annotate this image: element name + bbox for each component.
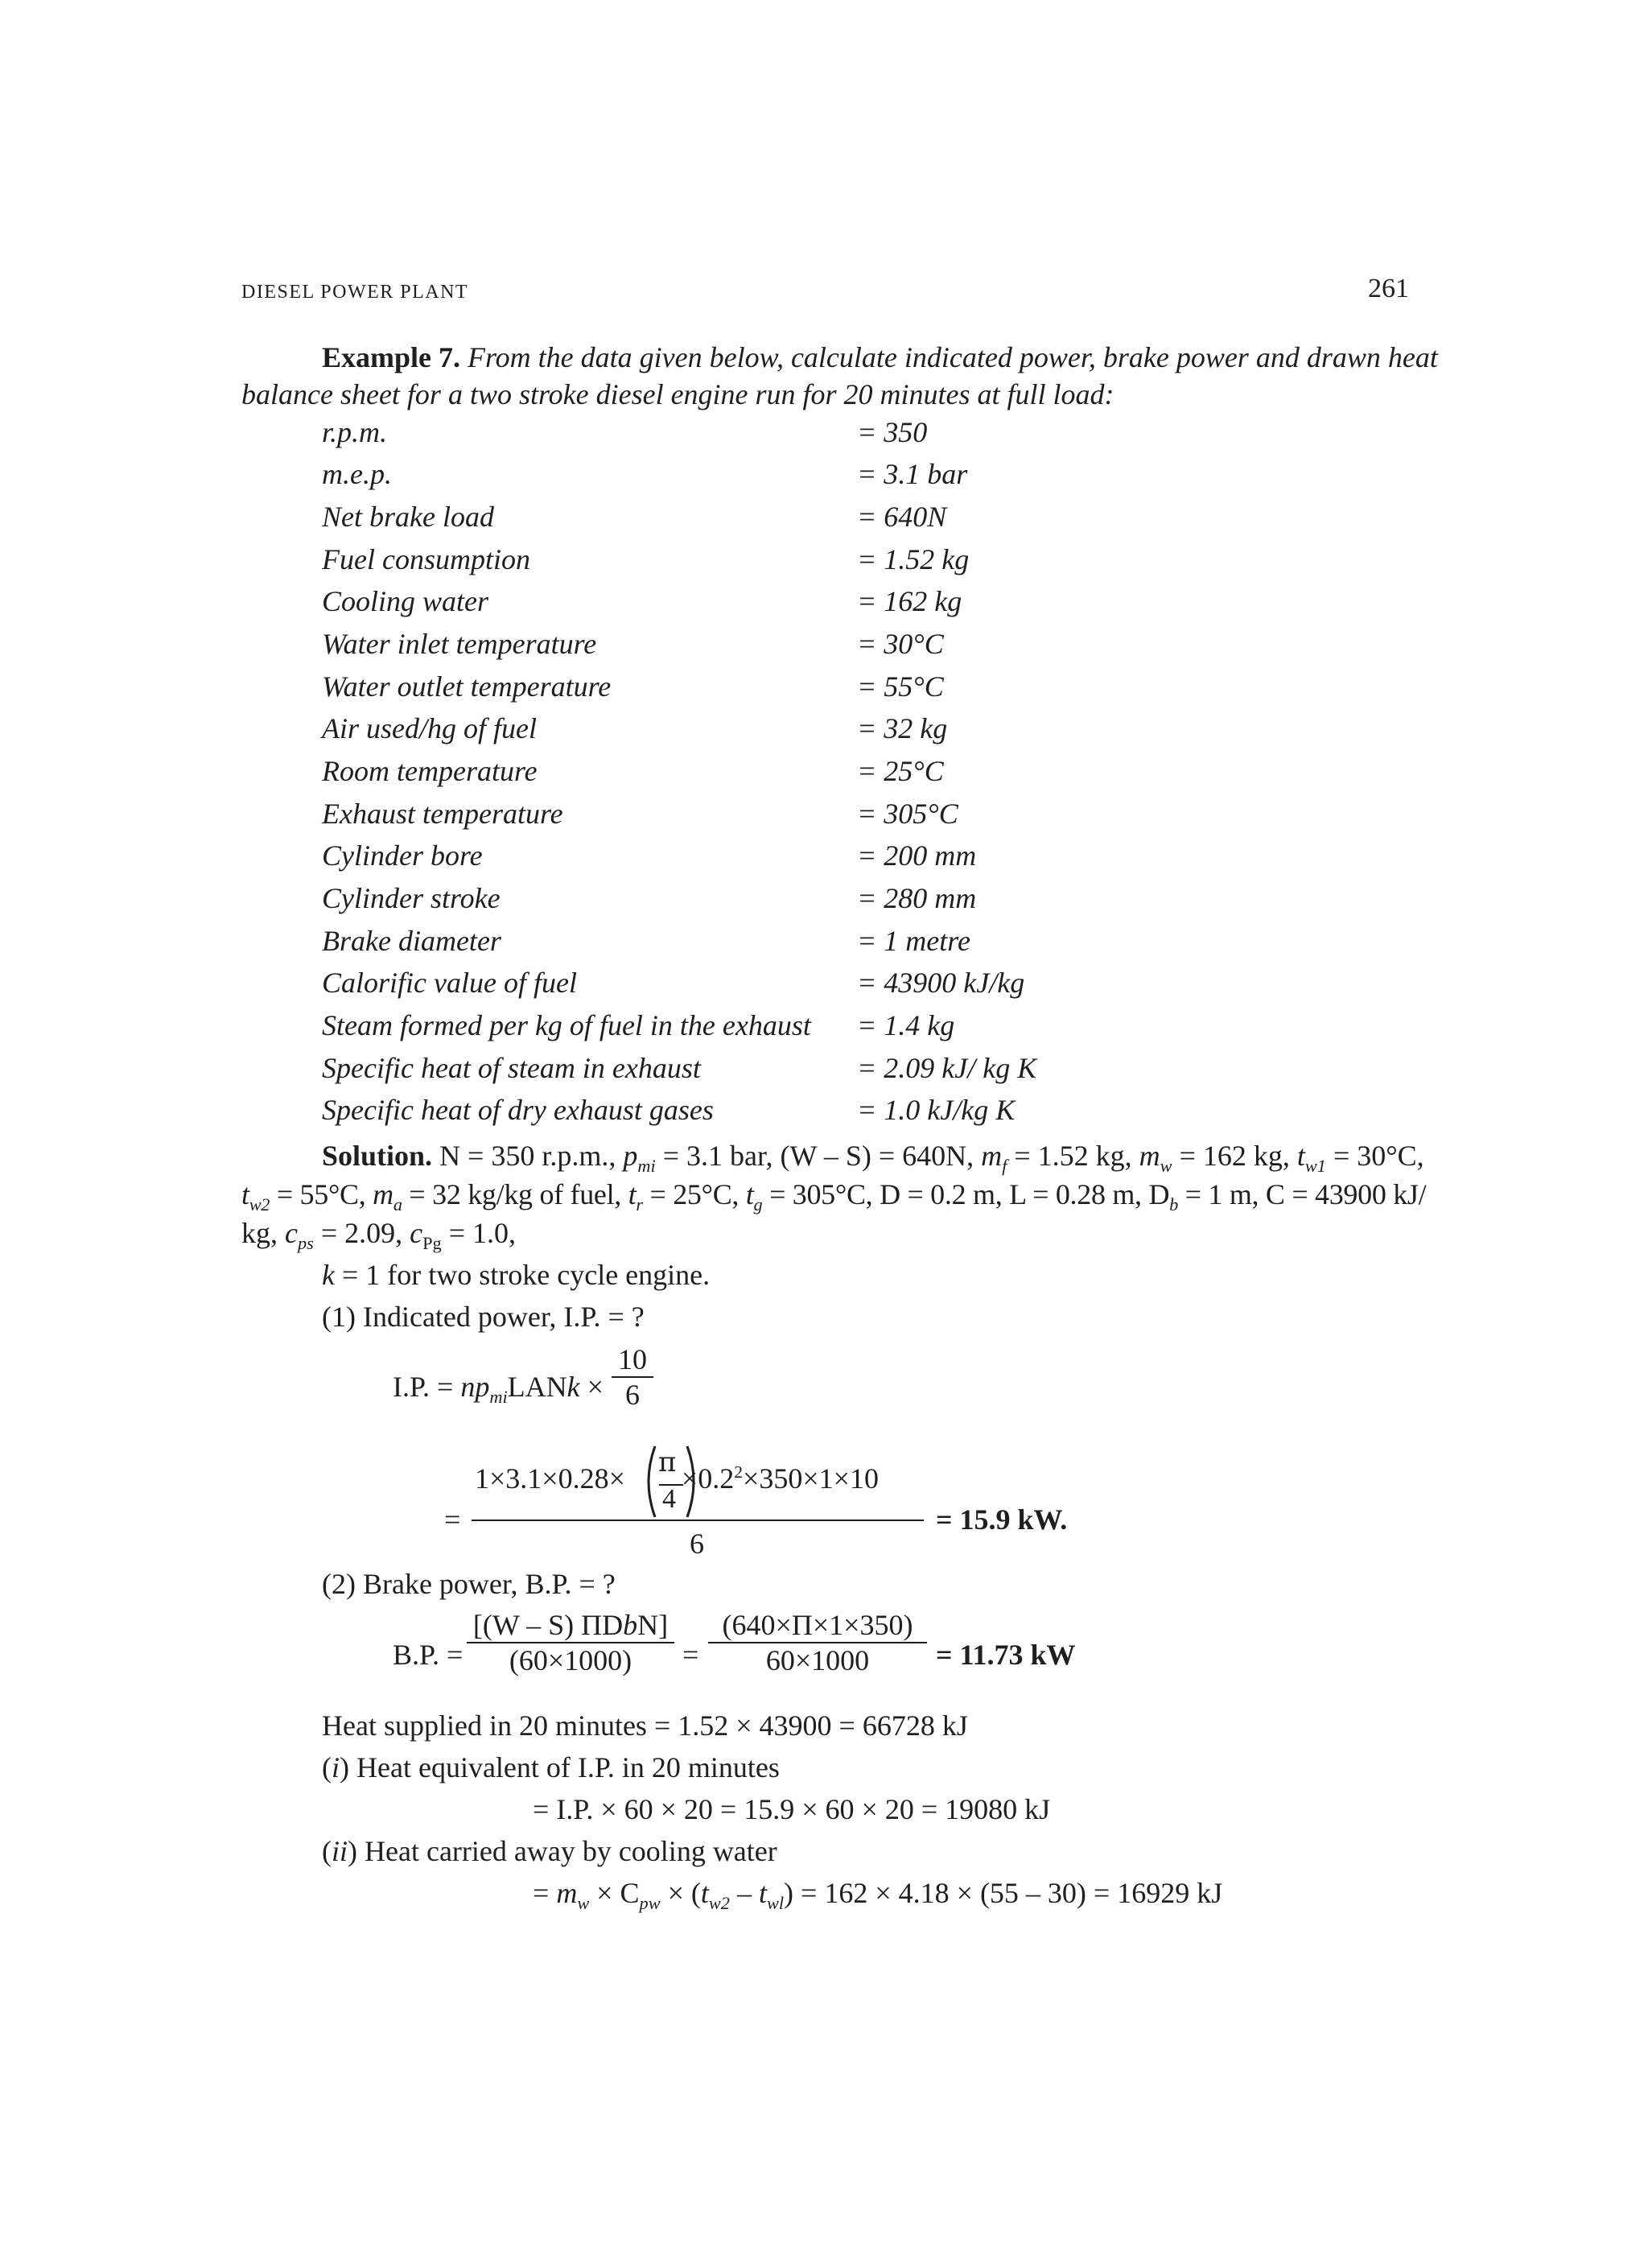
heat-item-text: ) Heat carried away by cooling water	[348, 1835, 777, 1867]
ip-var: np	[460, 1371, 490, 1403]
pi-symbol: π	[658, 1446, 677, 1478]
solution-line1	[322, 1135, 1424, 1177]
data-value: = 640N	[857, 501, 947, 533]
solution-var: m	[981, 1140, 1003, 1172]
data-label: Calorific value of fuel	[322, 967, 577, 999]
solution-sub: b	[1169, 1194, 1179, 1214]
data-value: = 350	[857, 416, 928, 448]
data-label: Brake diameter	[322, 925, 501, 957]
data-value: = 43900 kJ/kg	[857, 967, 1025, 999]
heat-item-ii	[322, 1830, 777, 1872]
solution-text: = 1 for two stroke cycle engine.	[334, 1259, 711, 1291]
ip-result: = 15.9 kW.	[936, 1503, 1068, 1536]
example-statement-line2: balance sheet for a two stroke diesel engine run for 20 minutes at full load:	[241, 378, 1114, 410]
data-value: = 32 kg	[857, 712, 948, 744]
paren-text: (	[322, 1835, 332, 1867]
ip-formula-lhs	[393, 1366, 604, 1408]
paren-text: (	[322, 1751, 332, 1783]
ip-var: k	[566, 1371, 580, 1403]
right-paren	[687, 1446, 694, 1517]
calc-var: t	[758, 1877, 767, 1909]
bp-fraction-1	[467, 1608, 674, 1677]
fraction-numerator: (640×Π×1×350)	[722, 1609, 913, 1641]
heat-item-ii-calc	[533, 1872, 1222, 1914]
solution-var: t	[628, 1178, 637, 1210]
solution-sub: ps	[297, 1232, 314, 1253]
calc-text: × (	[660, 1877, 701, 1909]
solution-sub: w2	[249, 1194, 270, 1214]
calc-text: × C	[589, 1877, 640, 1909]
data-label: Specific heat of steam in exhaust	[322, 1052, 701, 1084]
data-label: Cylinder stroke	[322, 882, 501, 914]
calc-text: =	[533, 1877, 557, 1909]
solution-sub: r	[636, 1194, 643, 1214]
bp-num-text: N]	[637, 1609, 669, 1641]
solution-text: = 32 kg/kg of fuel,	[402, 1178, 628, 1210]
solution-text: = 25°C,	[642, 1178, 746, 1210]
calc-sub: w2	[708, 1892, 730, 1913]
roman-numeral: i	[332, 1751, 340, 1783]
solution-var: t	[745, 1178, 754, 1210]
data-value: = 280 mm	[857, 882, 977, 914]
solution-sub: f	[1002, 1155, 1007, 1176]
solution-var: k	[322, 1259, 335, 1291]
fraction-numerator	[467, 1608, 674, 1642]
roman-numeral: ii	[332, 1835, 348, 1867]
solution-label: Solution.	[322, 1140, 433, 1172]
solution-var: c	[285, 1217, 298, 1249]
bp-lhs: B.P. =	[393, 1639, 464, 1671]
bp-var: b	[623, 1609, 638, 1641]
solution-var: m	[373, 1178, 393, 1210]
data-value: = 1.0 kJ/kg K	[857, 1094, 1016, 1126]
ip-superscript: 2	[734, 1462, 744, 1482]
data-label: Net brake load	[322, 501, 494, 533]
data-value: = 162 kg	[857, 585, 962, 617]
solution-text: = 55°C,	[270, 1178, 373, 1210]
data-label: Specific heat of dry exhaust gases	[322, 1094, 714, 1126]
heat-item-i	[322, 1746, 780, 1788]
data-value: = 1.52 kg	[857, 543, 970, 575]
ip-text: ×	[579, 1371, 604, 1403]
solution-sub: a	[393, 1194, 402, 1214]
bp-num-text: [(W – S) ΠD	[472, 1609, 624, 1641]
ip-fraction-10-6	[612, 1342, 653, 1412]
data-value: = 200 mm	[857, 839, 977, 872]
solution-var: p	[623, 1140, 638, 1172]
solution-var: c	[410, 1217, 423, 1249]
data-value: = 2.09 kJ/ kg K	[857, 1052, 1037, 1084]
solution-var: t	[241, 1178, 249, 1210]
solution-text: = 1.0,	[441, 1217, 517, 1249]
solution-text: = 2.09,	[313, 1217, 410, 1249]
solution-text: N = 350 r.p.m.,	[432, 1140, 624, 1172]
calc-var: t	[700, 1877, 709, 1909]
ip-calc-equals: =	[444, 1503, 461, 1536]
example-label: Example 7.	[322, 341, 461, 373]
calc-sub: w	[577, 1892, 590, 1913]
calc-text: ) = 162 × 4.18 × (55 – 30) = 16929 kJ	[784, 1877, 1223, 1909]
solution-sub: g	[753, 1194, 763, 1214]
data-label: Exhaust temperature	[322, 798, 563, 830]
ip-num-text: ×0.2	[681, 1462, 735, 1495]
example-statement-line1	[322, 336, 1438, 378]
data-label: Cooling water	[322, 585, 489, 617]
solution-var: m	[1139, 1140, 1160, 1172]
data-value: = 1.4 kg	[857, 1009, 955, 1041]
solution-sub: w	[1160, 1155, 1172, 1176]
solution-text: = 3.1 bar, (W – S) = 640N,	[655, 1140, 982, 1172]
solution-sub: w1	[1304, 1155, 1326, 1176]
data-label: Air used/hg of fuel	[322, 712, 537, 744]
fraction-denominator: (60×1000)	[509, 1644, 632, 1676]
example-text-1: From the data given below, calculate indicated power, brake power and drawn heat	[468, 341, 1438, 373]
data-value: = 3.1 bar	[857, 458, 968, 490]
data-label: r.p.m.	[322, 416, 388, 448]
data-label: Cylinder bore	[322, 839, 483, 872]
ip-num-text: 1×3.1×0.28×	[475, 1462, 625, 1495]
bp-result: = 11.73 kW	[936, 1639, 1076, 1671]
ip-lhs-text: I.P. =	[393, 1371, 461, 1403]
bp-heading: (2) Brake power, B.P. = ?	[322, 1568, 616, 1600]
heat-supplied: Heat supplied in 20 minutes = 1.52 × 43900 = 66728 kJ	[322, 1709, 968, 1742]
pi-denominator-4: 4	[662, 1484, 676, 1514]
solution-text: = 305°C, D = 0.2 m, L = 0.28 m, D	[762, 1178, 1170, 1210]
heat-item-text: ) Heat equivalent of I.P. in 20 minutes	[340, 1751, 780, 1783]
solution-sub: mi	[637, 1155, 656, 1176]
fraction-numerator: 10	[618, 1343, 647, 1375]
ip-sub: mi	[489, 1386, 508, 1407]
solution-var: t	[1296, 1140, 1305, 1172]
data-value: = 55°C	[857, 670, 944, 703]
running-head: DIESEL POWER PLANT	[241, 282, 469, 303]
bp-fraction-2	[708, 1608, 927, 1677]
calc-sub: wl	[766, 1892, 785, 1913]
solution-line3	[241, 1212, 516, 1254]
solution-line2	[241, 1173, 1426, 1215]
ip-heading: (1) Indicated power, I.P. = ?	[322, 1301, 645, 1333]
fraction-denominator: 6	[625, 1379, 640, 1411]
solution-text: = 1.52 kg,	[1007, 1140, 1139, 1172]
heat-item-i-calc: = I.P. × 60 × 20 = 15.9 × 60 × 20 = 19080 kJ	[533, 1793, 1051, 1825]
data-label: Room temperature	[322, 755, 538, 787]
fraction-denominator: 60×1000	[765, 1644, 870, 1676]
data-label: Water inlet temperature	[322, 628, 597, 660]
page-number: 261	[1368, 274, 1409, 303]
solution-text: = 30°C,	[1325, 1140, 1424, 1172]
ip-calc-fraction-bar	[472, 1520, 924, 1521]
ip-text: LAN	[507, 1371, 567, 1403]
calc-text: –	[729, 1877, 759, 1909]
solution-text: = 1 m, C = 43900 kJ/	[1178, 1178, 1427, 1210]
data-label: m.e.p.	[322, 458, 392, 490]
solution-text: = 162 kg,	[1172, 1140, 1297, 1172]
data-value: = 30°C	[857, 628, 944, 660]
calc-var: m	[556, 1877, 578, 1909]
data-value: = 1 metre	[857, 925, 970, 957]
solution-text: kg,	[241, 1217, 285, 1249]
left-paren	[649, 1446, 655, 1517]
solution-k-line	[322, 1254, 710, 1296]
ip-calc-denominator: 6	[690, 1528, 704, 1560]
ip-num-text: ×350×1×10	[743, 1462, 879, 1495]
data-label: Fuel consumption	[322, 543, 530, 575]
solution-sub: Pg	[422, 1232, 442, 1253]
bp-equals: =	[682, 1639, 699, 1671]
data-value: = 25°C	[857, 755, 944, 787]
data-label: Water outlet temperature	[322, 670, 612, 703]
data-label: Steam formed per kg of fuel in the exhaust	[322, 1009, 811, 1041]
data-value: = 305°C	[857, 798, 958, 830]
calc-sub: pw	[639, 1892, 661, 1913]
